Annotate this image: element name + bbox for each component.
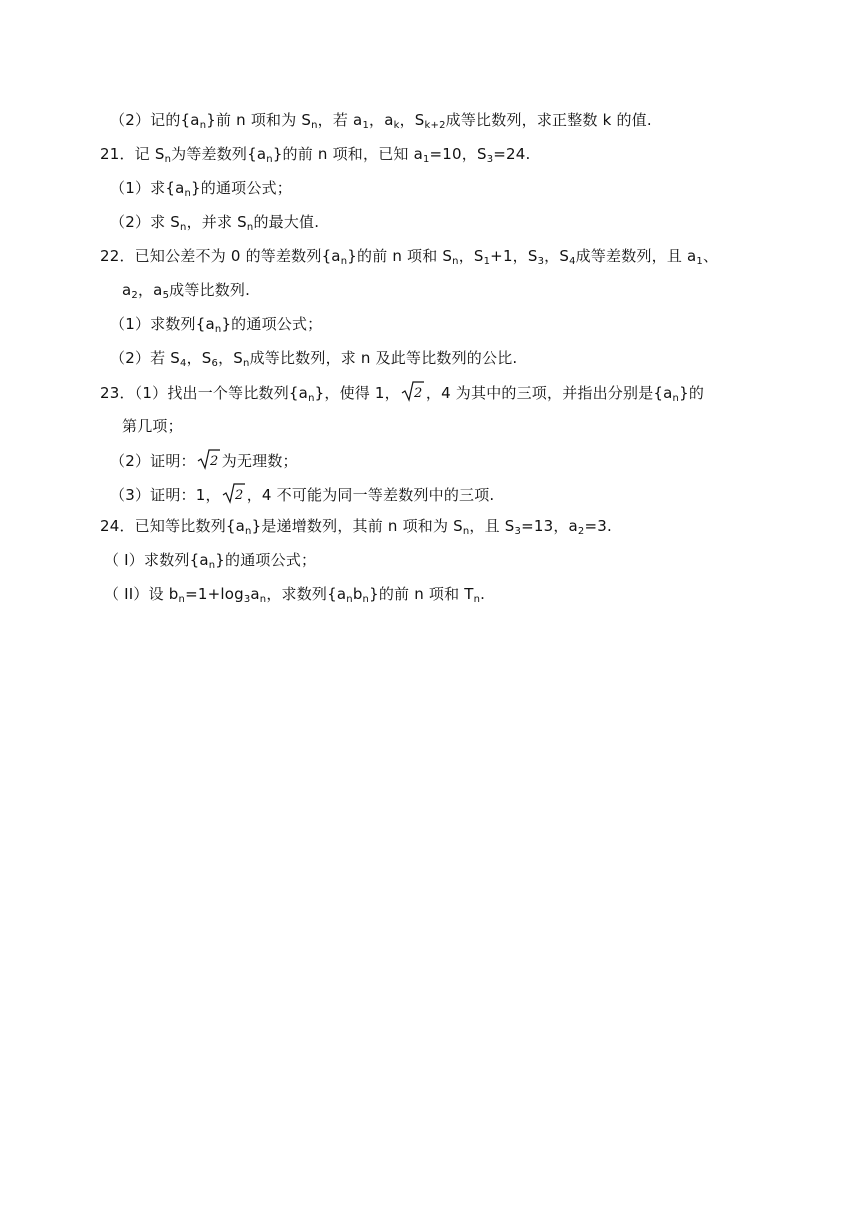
subscript: k: [393, 120, 400, 131]
text-segment: （ II）设 b: [104, 585, 179, 603]
problem-22-part-1: [110, 314, 322, 334]
text-segment: =24.: [493, 145, 531, 163]
subscript: 3: [537, 256, 545, 267]
subscript: n: [672, 393, 680, 404]
subscript: n: [340, 256, 348, 267]
subscript: n: [184, 188, 192, 199]
subscript: n: [259, 594, 267, 605]
text-segment: ，4 为其中的三项，并指出分别是{a: [425, 384, 673, 402]
text-segment: ，a: [137, 281, 163, 299]
problem-24-part-1: [104, 550, 316, 570]
subscript: n: [452, 256, 459, 267]
text-segment: （1）求{a: [110, 179, 185, 197]
problem-23-part-2: [110, 448, 298, 471]
subscript: n: [308, 393, 315, 404]
text-segment: 为无理数；: [221, 452, 298, 470]
text-segment: }是递增数列，其前 n 项和为 S: [251, 517, 463, 535]
text-segment: ，且 S: [469, 517, 515, 535]
subscript: n: [199, 120, 207, 131]
text-segment: b: [352, 585, 363, 603]
text-segment: ，S: [218, 349, 244, 367]
text-segment: 成等比数列.: [169, 281, 251, 299]
subscript: n: [311, 120, 318, 131]
subscript: k+2: [424, 120, 446, 131]
text-segment: }前 n 项和为 S: [206, 111, 312, 129]
text-segment: （2）若 S: [110, 349, 181, 367]
text-segment: }的通项公式；: [221, 315, 323, 333]
text-segment: }，使得 1，: [314, 384, 400, 402]
subscript: 1: [422, 154, 430, 165]
subscript: n: [245, 526, 252, 537]
text-segment: （1）求数列{a: [110, 315, 215, 333]
text-segment: ，S: [186, 349, 212, 367]
sqrt-symbol: [222, 482, 246, 504]
subscript: 2: [577, 526, 585, 537]
text-segment: ，若 a: [317, 111, 363, 129]
text-segment: ，a: [369, 111, 394, 129]
sqrt-symbol: [401, 380, 425, 402]
subscript: n: [462, 526, 470, 537]
problem-24-statement: [100, 516, 612, 536]
text-segment: 成等比数列，求 n 及此等比数列的公比.: [249, 349, 518, 367]
text-segment: a: [122, 281, 132, 299]
text-segment: ，S: [399, 111, 425, 129]
text-segment: （2）求 S: [110, 213, 181, 231]
problem-22-statement: [100, 246, 718, 266]
text-segment: =3.: [584, 517, 612, 535]
problem-22-statement-cont: [122, 280, 250, 300]
text-segment: ，S: [458, 247, 484, 265]
text-segment: 、: [702, 247, 719, 265]
problem-24-part-2: [104, 584, 485, 604]
subscript: n: [180, 222, 187, 233]
text-segment: =13，a: [521, 517, 578, 535]
text-segment: 21．记 S: [100, 145, 165, 163]
subscript: 4: [569, 256, 576, 267]
text-segment: a: [250, 585, 260, 603]
problem-21-part-2: [110, 212, 319, 232]
text-segment: 第几项；: [122, 417, 183, 435]
subscript: n: [266, 154, 273, 165]
subscript: n: [362, 594, 370, 605]
subscript: 5: [162, 290, 170, 301]
text-segment: +1，S: [490, 247, 538, 265]
sqrt-radicand: 2: [234, 488, 244, 503]
text-segment: ，S: [544, 247, 570, 265]
problem-22-part-2: [110, 348, 517, 368]
text-segment: ，并求 S: [186, 213, 247, 231]
subscript: n: [473, 594, 481, 605]
problem-21-part-1: [110, 178, 292, 198]
text-segment: （3）证明：1，: [110, 486, 221, 504]
text-segment: 为等差数列{a: [171, 145, 267, 163]
text-segment: 24．已知等比数列{a: [100, 517, 246, 535]
text-segment: .: [480, 585, 486, 603]
text-segment: }的前 n 项和，已知 a: [272, 145, 423, 163]
subscript: 3: [514, 526, 522, 537]
subscript: 1: [362, 120, 369, 131]
subscript: n: [243, 358, 250, 369]
subscript: 1: [696, 256, 703, 267]
text-segment: }的通项公式；: [215, 551, 317, 569]
subscript: n: [178, 594, 186, 605]
text-segment: 的最大值.: [253, 213, 320, 231]
subscript: n: [214, 324, 222, 335]
subscript: 4: [180, 358, 187, 369]
problem-21-statement: [100, 144, 531, 164]
subscript: 2: [131, 290, 138, 301]
text-segment: ，4 不可能为同一等差数列中的三项.: [246, 486, 495, 504]
subscript: n: [346, 594, 353, 605]
text-segment: }的前 n 项和 T: [369, 585, 474, 603]
text-segment: }的前 n 项和 S: [347, 247, 453, 265]
problem-23-part-1: [100, 380, 704, 403]
text-segment: }的: [679, 384, 705, 402]
text-segment: （2）记的{a: [110, 111, 200, 129]
text-segment: =1+log: [185, 585, 244, 603]
subscript: 1: [483, 256, 491, 267]
subscript: n: [208, 560, 216, 571]
subscript: 6: [211, 358, 219, 369]
text-segment: （2）证明：: [110, 452, 196, 470]
text-segment: =10，S: [429, 145, 487, 163]
sqrt-symbol: [197, 448, 221, 470]
subscript: n: [246, 222, 254, 233]
text-segment: ，求数列{a: [266, 585, 347, 603]
sqrt-radicand: 2: [413, 386, 423, 401]
text-segment: }的通项公式；: [191, 179, 292, 197]
subscript: n: [164, 154, 172, 165]
sqrt-radicand: 2: [209, 454, 219, 469]
text-segment: 23．（1）找出一个等比数列{a: [100, 384, 309, 402]
subscript: 3: [486, 154, 494, 165]
problem-23-part-3: [110, 482, 494, 505]
text-segment: 成等比数列，求正整数 k 的值.: [445, 111, 652, 129]
text-segment: （ I）求数列{a: [104, 551, 209, 569]
text-segment: 成等差数列，且 a: [575, 247, 697, 265]
problem-23-part-1-cont: [122, 416, 183, 436]
problem-20-part-2: [110, 110, 652, 130]
subscript: 3: [243, 594, 251, 605]
text-segment: 22．已知公差不为 0 的等差数列{a: [100, 247, 341, 265]
